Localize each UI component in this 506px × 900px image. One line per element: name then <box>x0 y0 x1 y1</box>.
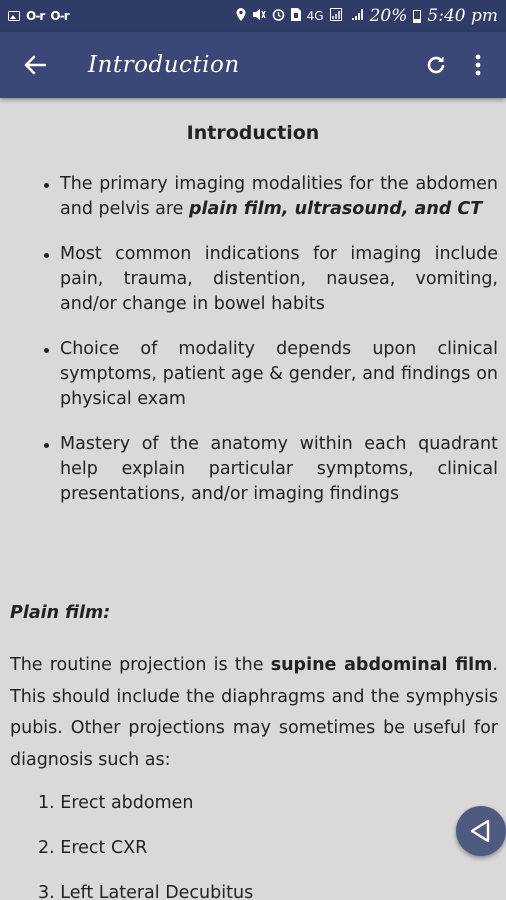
signal-icon-2 <box>352 7 364 25</box>
status-bar <box>0 0 506 32</box>
refresh-icon <box>424 53 448 77</box>
more-options-button[interactable] <box>458 32 498 98</box>
page-heading: Introduction <box>186 122 320 144</box>
list-item: 3. Left Lateral Decubitus <box>38 883 254 900</box>
back-button[interactable] <box>10 32 60 98</box>
bullet-item <box>40 242 498 317</box>
app-bar-title: Introduction <box>88 52 240 78</box>
numbered-list <box>38 792 253 900</box>
more-vert-icon <box>475 54 481 76</box>
section-label-plain-film: Plain film: <box>10 603 111 623</box>
bullet-text: Most common indications for imaging include pain, trauma, distention, nausea, vomiting, and/or change in bowel habits <box>60 244 498 314</box>
bullet-item <box>40 172 498 222</box>
vpn-key-icon-2: O-r <box>50 9 69 23</box>
paragraph-text: The routine projection is the <box>10 655 271 675</box>
bullet-text: Mastery of the anatomy within each quadrant help explain particular symptoms, clinical presentations, and/or imaging findings <box>60 434 498 504</box>
status-left-icons <box>8 9 69 23</box>
play-back-button[interactable] <box>456 806 506 856</box>
plain-film-paragraph <box>10 650 498 776</box>
bullet-text: The primary imaging modalities for the abdomen and pelvis are <box>60 174 498 219</box>
bullet-text: Choice of modality depends upon clinical symptoms, patient age & gender, and findings on physical exam <box>60 339 498 409</box>
status-right-icons <box>236 6 498 26</box>
battery-icon <box>413 10 421 23</box>
list-item: 2. Erect CXR <box>38 838 148 858</box>
vpn-key-icon: O-r <box>26 9 45 23</box>
battery-percent: 20% <box>369 6 408 26</box>
sim-icon <box>291 7 301 25</box>
refresh-button[interactable] <box>414 32 458 98</box>
list-item: 1. Erect abdomen <box>38 793 194 813</box>
mute-icon <box>252 7 266 25</box>
location-icon <box>236 7 246 25</box>
bullet-emphasis: plain film, ultrasound, and CT <box>189 199 483 219</box>
clock-time: 5:40 pm <box>427 6 498 26</box>
app-bar <box>0 32 506 98</box>
bullet-item <box>40 337 498 412</box>
bullet-list <box>40 172 498 527</box>
paragraph-bold: supine abdominal film <box>270 655 493 675</box>
network-type-label: 4G <box>306 9 324 23</box>
play-back-icon <box>468 818 494 844</box>
arrow-left-icon <box>24 55 46 75</box>
bullet-item <box>40 432 498 507</box>
signal-icon <box>330 7 346 25</box>
alarm-icon <box>272 7 285 25</box>
article-content[interactable] <box>0 98 506 900</box>
image-notification-icon <box>8 11 20 21</box>
paragraph-text-2: . This should include the diaphragms and the symphysis pubis. Other projections may sometimes be useful for diagnosis such as: <box>10 655 498 770</box>
